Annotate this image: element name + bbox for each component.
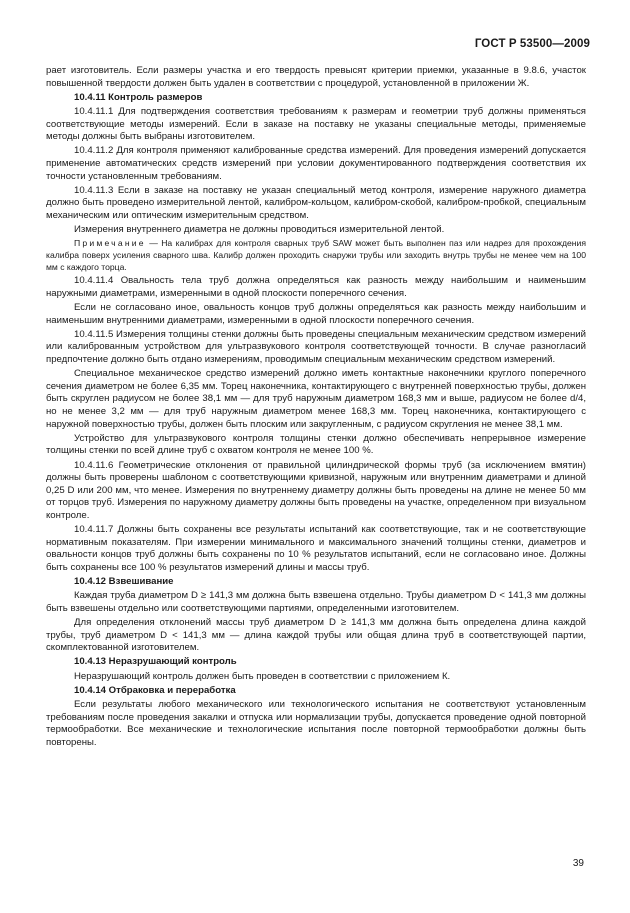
note-label: Примечание xyxy=(74,238,146,249)
paragraph: Специальное механическое средство измерений должно иметь контактные наконечники круглого поперечного сечения диаметром не более 6,35 мм. Торец наконечника, контактирующего с внутренней поверхностью трубы, должен быть скруглен радиусом не более 38,1 мм — для труб наружным диаметром 168,3 мм и выше, радиусом не более d/4, но не менее 3,2 мм — для труб наружным диаметром менее 168,3 мм. Торец наконечника, контактирующего с наружной поверхностью трубы, должен быть плоским или закругленным, с радиусом скругления не менее 38,1 мм. xyxy=(46,368,586,430)
section-heading-rejection: 10.4.14 Отбраковка и переработка xyxy=(74,684,236,696)
paragraph: 10.4.11.4 Овальность тела труб должна определяться как разность между наибольшим и наименьшим наружными диаметрами, измеренными в одной плоскости поперечного сечения. xyxy=(46,275,586,299)
paragraph: Неразрушающий контроль должен быть проведен в соответствии с приложением К. xyxy=(74,670,451,682)
paragraph: Для определения отклонений массы труб диаметром D ≥ 141,3 мм должна быть определена длина каждой трубы, труб диаметром D < 141,3 мм — длина каждой трубы или общая длина труб в соответствующей партии, скомплектованной изготовителем. xyxy=(46,617,586,654)
paragraph: рает изготовитель. Если размеры участка и его твердость превысят критерии приемки, указанные в 9.8.6, участок повышенной твердости должен быть удален в соответствии с процедурой, установленной в приложении Ж. xyxy=(46,65,586,89)
paragraph: 10.4.11.2 Для контроля применяют калиброванные средства измерений. Для проведения измерений допускается применение автоматических средств измерений при условии документированного подтверждения соответствия их точности установленным требованиям. xyxy=(46,145,586,182)
note-text: — На калибрах для контроля сварных труб SAW может быть выполнен паз или надрез для прохождения калибра поверх усиления сварного шва. Калибр должен проходить снаружи трубы или заходить внутрь трубы не менее чем на 100 мм с каждого торца. xyxy=(46,238,586,272)
page-number: 39 xyxy=(572,858,584,869)
paragraph: 10.4.11.5 Измерения толщины стенки должны быть проведены специальным механическим средством измерений или калиброванным устройством для ультразвукового контроля соответствующей точности. В случае разногласий предпочтение должно быть отдано измерениям, проводимым специальным механическим средством измерений. xyxy=(46,328,586,366)
section-heading-weighing: 10.4.12 Взвешивание xyxy=(74,576,174,588)
note-paragraph xyxy=(46,238,586,273)
document-body xyxy=(46,65,586,751)
paragraph: 10.4.11.1 Для подтверждения соответствия требованиям к размерам и геометрии труб должны применяться соответствующие методы измерений. Если в заказе на поставку не указаны специальные методы, применяемые методы должны быть выбраны изготовителем. xyxy=(46,105,586,143)
paragraph: 10.4.11.6 Геометрические отклонения от правильной цилиндрической формы труб (за исключением вмятин) должны быть проверены шаблоном с соответствующими кривизной, наружным или внутренним диаметрами и длиной 0,25 D или 200 мм, что менее. Измерения по внутреннему диаметру должны быть проведены на длине не менее 50 мм от торцов труб. Измерения по наружному диаметру должны быть проведены на участке, определенном при визуальном контроле. xyxy=(46,459,586,521)
paragraph: Измерения внутреннего диаметра не должны проводиться измерительной лентой. xyxy=(74,224,445,236)
paragraph: Если результаты любого механического или технологического испытания не соответствуют установленным требованиям после проведения закалки и отпуска или нормализации трубы, допускается проведение одной повторной термообработки. Все механические и технологические испытания после повторной термообработки должны быть повторены. xyxy=(46,698,586,748)
paragraph: Устройство для ультразвукового контроля толщины стенки должно обеспечивать непрерывное измерение толщины стенки по всей длине труб с охватом контроля не менее 100 %. xyxy=(46,432,586,457)
paragraph: Каждая труба диаметром D ≥ 141,3 мм должна быть взвешена отдельно. Трубы диаметром D < 141,3 мм должны быть взвешены отдельно или соответствующими партиями, определенными изготовителем. xyxy=(46,590,586,614)
paragraph: 10.4.11.3 Если в заказе на поставку не указан специальный метод контроля, измерение наружного диаметра должно быть проведено измерительной лентой, калибром-кольцом, калибром-скобой, калибром-пробкой, специальным механическим или оптическим измерительным средством. xyxy=(46,184,586,221)
section-heading-dimensions: 10.4.11 Контроль размеров xyxy=(74,91,203,103)
section-heading-ndt: 10.4.13 Неразрушающий контроль xyxy=(74,656,237,668)
paragraph: Если не согласовано иное, овальность концов труб должны определяться как разность между наибольшим и наименьшим внутренними диаметрами, измеренными в одной плоскости поперечного сечения. xyxy=(46,302,586,326)
document-number: ГОСТ Р 53500—2009 xyxy=(474,38,590,50)
paragraph: 10.4.11.7 Должны быть сохранены все результаты испытаний как соответствующие, так и не соответствующие нормативным показателям. При измерении минимального и максимального значений толщины стенки, диаметров и овальности концов труб должны быть сохранены по 10 % результатов испытаний, если не согласовано иное. Должны быть сохранены все 100 % результатов измерений длины и массы труб. xyxy=(46,524,586,573)
